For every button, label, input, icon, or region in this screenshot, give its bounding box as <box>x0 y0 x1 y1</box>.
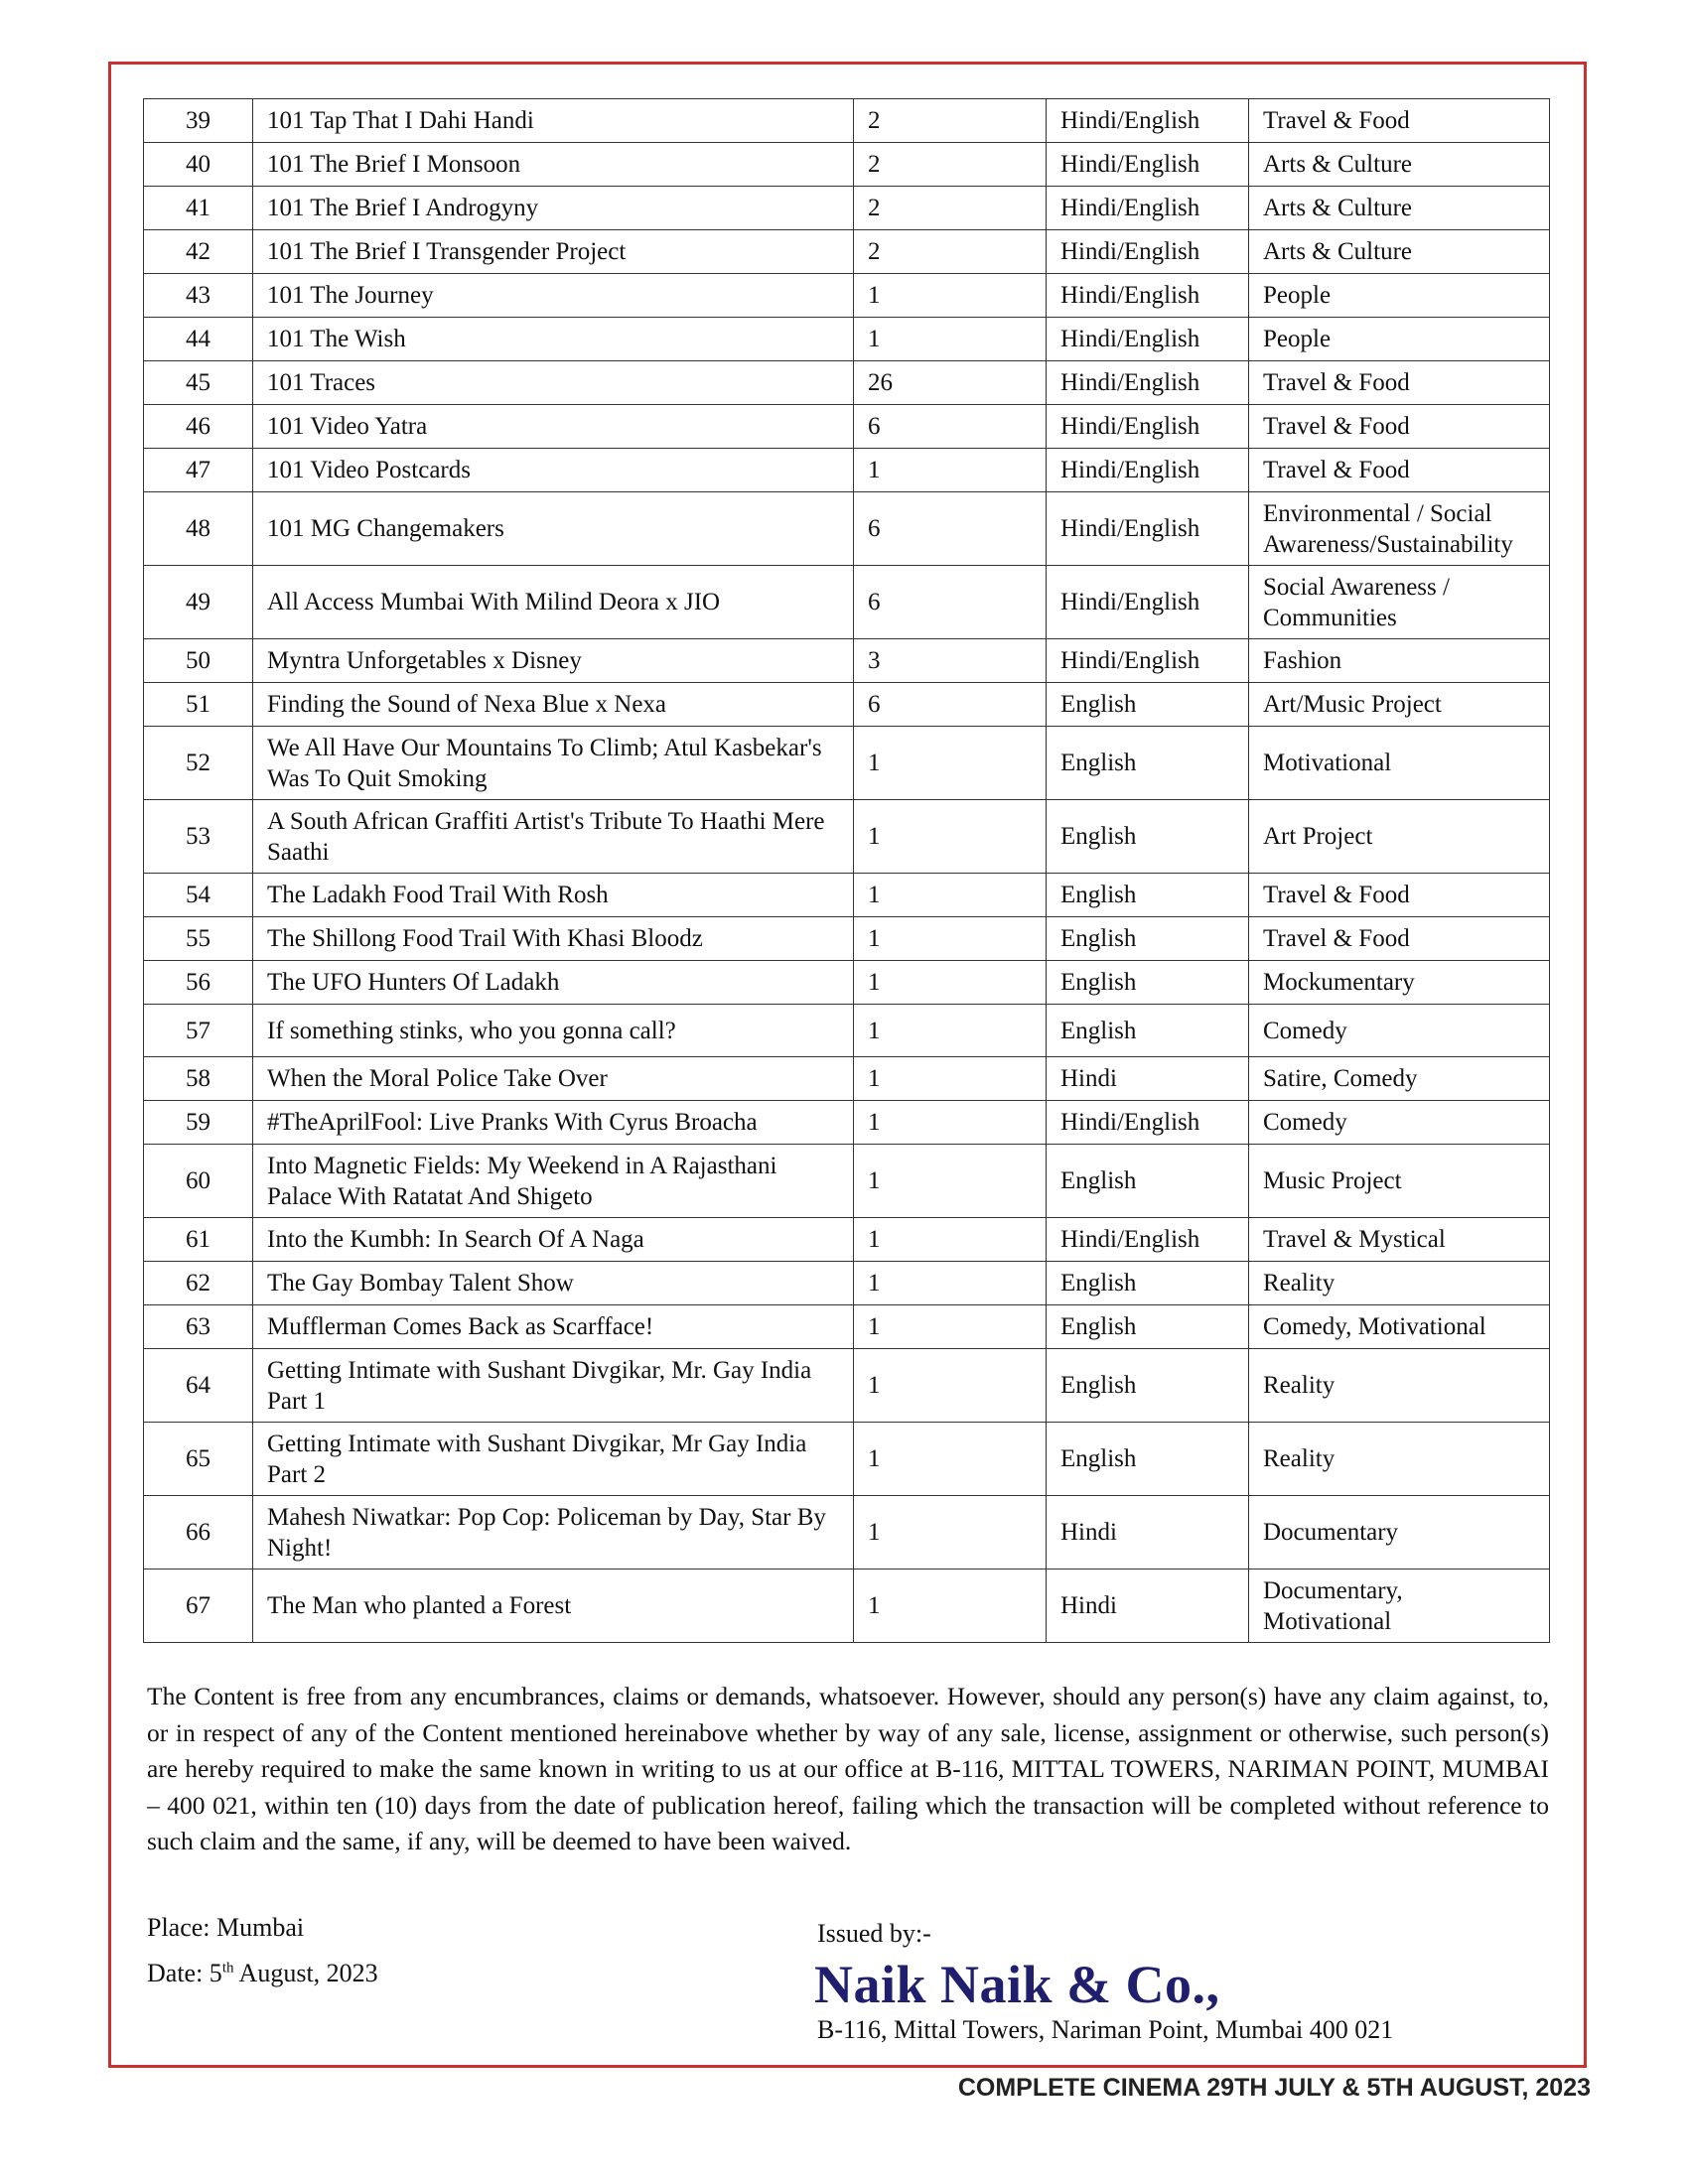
language-cell: English <box>1047 727 1249 800</box>
episodes-cell: 1 <box>854 727 1047 800</box>
language-cell: English <box>1047 874 1249 917</box>
table-row <box>144 639 1550 683</box>
serial-number-cell: 40 <box>144 143 253 187</box>
language-cell: Hindi <box>1047 1570 1249 1643</box>
issued-by-label: Issued by:- <box>817 1919 931 1948</box>
episodes-cell: 1 <box>854 961 1047 1005</box>
episodes-cell: 1 <box>854 1057 1047 1101</box>
table-row <box>144 1305 1550 1349</box>
language-cell: English <box>1047 1005 1249 1057</box>
title-cell: Myntra Unforgetables x Disney <box>253 639 854 683</box>
table-row <box>144 1145 1550 1218</box>
title-cell: The Man who planted a Forest <box>253 1570 854 1643</box>
language-cell: Hindi/English <box>1047 361 1249 405</box>
title-cell: 101 The Wish <box>253 318 854 361</box>
serial-number-cell: 53 <box>144 800 253 874</box>
serial-number-cell: 55 <box>144 917 253 961</box>
language-cell: English <box>1047 800 1249 874</box>
serial-number-cell: 65 <box>144 1423 253 1496</box>
table-row <box>144 274 1550 318</box>
serial-number-cell: 50 <box>144 639 253 683</box>
genre-cell: Arts & Culture <box>1249 187 1550 230</box>
genre-cell: Comedy <box>1249 1101 1550 1145</box>
serial-number-cell: 52 <box>144 727 253 800</box>
firm-address: B-116, Mittal Towers, Nariman Point, Mumbai 400 021 <box>817 2015 1394 2044</box>
title-cell: 101 The Journey <box>253 274 854 318</box>
table-row <box>144 1349 1550 1423</box>
table-row <box>144 361 1550 405</box>
language-cell: Hindi <box>1047 1496 1249 1570</box>
episodes-cell: 1 <box>854 1145 1047 1218</box>
table-row <box>144 727 1550 800</box>
genre-cell: Arts & Culture <box>1249 230 1550 274</box>
language-cell: Hindi/English <box>1047 566 1249 639</box>
table-row <box>144 405 1550 449</box>
date-prefix: Date: 5 <box>147 1959 222 1987</box>
language-cell: Hindi/English <box>1047 639 1249 683</box>
title-cell: The UFO Hunters Of Ladakh <box>253 961 854 1005</box>
title-cell: 101 Video Yatra <box>253 405 854 449</box>
date-ordinal: th <box>221 1960 234 1977</box>
episodes-cell: 2 <box>854 99 1047 143</box>
serial-number-cell: 42 <box>144 230 253 274</box>
title-cell: The Ladakh Food Trail With Rosh <box>253 874 854 917</box>
title-cell: 101 The Brief I Monsoon <box>253 143 854 187</box>
episodes-cell: 1 <box>854 874 1047 917</box>
serial-number-cell: 59 <box>144 1101 253 1145</box>
title-cell: The Gay Bombay Talent Show <box>253 1262 854 1305</box>
title-cell: 101 Tap That I Dahi Handi <box>253 99 854 143</box>
genre-cell: Mockumentary <box>1249 961 1550 1005</box>
title-cell: A South African Graffiti Artist's Tribute To Haathi Mere Saathi <box>253 800 854 874</box>
language-cell: Hindi/English <box>1047 274 1249 318</box>
language-cell: Hindi <box>1047 1057 1249 1101</box>
episodes-cell: 1 <box>854 1218 1047 1262</box>
title-cell: The Shillong Food Trail With Khasi Bloodz <box>253 917 854 961</box>
episodes-cell: 1 <box>854 274 1047 318</box>
episodes-cell: 1 <box>854 1570 1047 1643</box>
genre-cell: Travel & Food <box>1249 874 1550 917</box>
genre-cell: Satire, Comedy <box>1249 1057 1550 1101</box>
episodes-cell: 1 <box>854 318 1047 361</box>
serial-number-cell: 44 <box>144 318 253 361</box>
table-row <box>144 800 1550 874</box>
episodes-cell: 1 <box>854 1305 1047 1349</box>
genre-cell: Comedy <box>1249 1005 1550 1057</box>
language-cell: English <box>1047 961 1249 1005</box>
table-row <box>144 1496 1550 1570</box>
title-cell: 101 The Brief I Transgender Project <box>253 230 854 274</box>
title-cell: Into the Kumbh: In Search Of A Naga <box>253 1218 854 1262</box>
table-row <box>144 492 1550 566</box>
serial-number-cell: 51 <box>144 683 253 727</box>
genre-cell: Travel & Food <box>1249 405 1550 449</box>
publication-footer: COMPLETE CINEMA 29TH JULY & 5TH AUGUST, 2023 <box>957 2074 1591 2102</box>
title-cell: Into Magnetic Fields: My Weekend in A Rajasthani Palace With Ratatat And Shigeto <box>253 1145 854 1218</box>
genre-cell: Documentary, Motivational <box>1249 1570 1550 1643</box>
episodes-cell: 1 <box>854 1496 1047 1570</box>
serial-number-cell: 61 <box>144 1218 253 1262</box>
table-row <box>144 99 1550 143</box>
episodes-cell: 26 <box>854 361 1047 405</box>
table-row <box>144 917 1550 961</box>
serial-number-cell: 39 <box>144 99 253 143</box>
title-cell: Mufflerman Comes Back as Scarfface! <box>253 1305 854 1349</box>
serial-number-cell: 60 <box>144 1145 253 1218</box>
table-row <box>144 1423 1550 1496</box>
serial-number-cell: 41 <box>144 187 253 230</box>
language-cell: Hindi/English <box>1047 1101 1249 1145</box>
place-line: Place: Mumbai <box>147 1913 305 1942</box>
serial-number-cell: 64 <box>144 1349 253 1423</box>
genre-cell: Travel & Food <box>1249 449 1550 492</box>
table-row <box>144 1057 1550 1101</box>
firm-name: Naik Naik & Co., <box>814 1955 1220 2014</box>
table-row <box>144 961 1550 1005</box>
language-cell: Hindi/English <box>1047 405 1249 449</box>
title-cell: Getting Intimate with Sushant Divgikar, Mr. Gay India Part 1 <box>253 1349 854 1423</box>
title-cell: 101 Traces <box>253 361 854 405</box>
episodes-cell: 3 <box>854 639 1047 683</box>
episodes-cell: 6 <box>854 492 1047 566</box>
episodes-cell: 1 <box>854 1005 1047 1057</box>
genre-cell: People <box>1249 318 1550 361</box>
serial-number-cell: 56 <box>144 961 253 1005</box>
serial-number-cell: 62 <box>144 1262 253 1305</box>
table-row <box>144 683 1550 727</box>
title-cell: #TheAprilFool: Live Pranks With Cyrus Broacha <box>253 1101 854 1145</box>
genre-cell: People <box>1249 274 1550 318</box>
table-row <box>144 230 1550 274</box>
title-cell: 101 The Brief I Androgyny <box>253 187 854 230</box>
serial-number-cell: 46 <box>144 405 253 449</box>
genre-cell: Documentary <box>1249 1496 1550 1570</box>
title-cell: 101 MG Changemakers <box>253 492 854 566</box>
title-cell: When the Moral Police Take Over <box>253 1057 854 1101</box>
table-row <box>144 1570 1550 1643</box>
episodes-cell: 2 <box>854 230 1047 274</box>
serial-number-cell: 45 <box>144 361 253 405</box>
genre-cell: Comedy, Motivational <box>1249 1305 1550 1349</box>
genre-cell: Travel & Food <box>1249 917 1550 961</box>
content-table <box>143 98 1550 1643</box>
language-cell: Hindi/English <box>1047 230 1249 274</box>
genre-cell: Social Awareness / Communities <box>1249 566 1550 639</box>
genre-cell: Environmental / Social Awareness/Sustainability <box>1249 492 1550 566</box>
genre-cell: Art/Music Project <box>1249 683 1550 727</box>
episodes-cell: 6 <box>854 405 1047 449</box>
genre-cell: Reality <box>1249 1349 1550 1423</box>
episodes-cell: 1 <box>854 1349 1047 1423</box>
title-cell: Getting Intimate with Sushant Divgikar, Mr Gay India Part 2 <box>253 1423 854 1496</box>
title-cell: If something stinks, who you gonna call? <box>253 1005 854 1057</box>
genre-cell: Reality <box>1249 1262 1550 1305</box>
language-cell: Hindi/English <box>1047 187 1249 230</box>
genre-cell: Travel & Food <box>1249 99 1550 143</box>
title-cell: All Access Mumbai With Milind Deora x JIO <box>253 566 854 639</box>
table-row <box>144 1101 1550 1145</box>
language-cell: Hindi/English <box>1047 492 1249 566</box>
language-cell: Hindi/English <box>1047 99 1249 143</box>
episodes-cell: 1 <box>854 449 1047 492</box>
episodes-cell: 1 <box>854 800 1047 874</box>
episodes-cell: 1 <box>854 1423 1047 1496</box>
table-row <box>144 143 1550 187</box>
language-cell: Hindi/English <box>1047 1218 1249 1262</box>
serial-number-cell: 48 <box>144 492 253 566</box>
episodes-cell: 2 <box>854 143 1047 187</box>
genre-cell: Travel & Food <box>1249 361 1550 405</box>
episodes-cell: 6 <box>854 566 1047 639</box>
episodes-cell: 1 <box>854 1262 1047 1305</box>
language-cell: English <box>1047 1145 1249 1218</box>
date-line <box>147 1959 378 1988</box>
genre-cell: Travel & Mystical <box>1249 1218 1550 1262</box>
genre-cell: Fashion <box>1249 639 1550 683</box>
notice-paragraph: The Content is free from any encumbrances, claims or demands, whatsoever. However, should any person(s) have any claim against, to, or in respect of any of the Content mentioned hereinabove whether by way of any sale, license, assignment or otherwise, such person(s) are hereby required to make the same known in writing to us at our office at B-116, MITTAL TOWERS, NARIMAN POINT, MUMBAI – 400 021, within ten (10) days from the date of publication hereof, failing which the transaction will be completed without reference to such claim and the same, if any, will be deemed to have been waived. <box>147 1682 1549 1855</box>
genre-cell: Motivational <box>1249 727 1550 800</box>
genre-cell: Art Project <box>1249 800 1550 874</box>
genre-cell: Arts & Culture <box>1249 143 1550 187</box>
genre-cell: Reality <box>1249 1423 1550 1496</box>
serial-number-cell: 66 <box>144 1496 253 1570</box>
language-cell: Hindi/English <box>1047 143 1249 187</box>
language-cell: English <box>1047 683 1249 727</box>
table-row <box>144 187 1550 230</box>
title-cell: Finding the Sound of Nexa Blue x Nexa <box>253 683 854 727</box>
language-cell: Hindi/English <box>1047 449 1249 492</box>
language-cell: English <box>1047 1423 1249 1496</box>
table-row <box>144 1262 1550 1305</box>
table-row <box>144 566 1550 639</box>
title-cell: We All Have Our Mountains To Climb; Atul Kasbekar's Was To Quit Smoking <box>253 727 854 800</box>
serial-number-cell: 43 <box>144 274 253 318</box>
episodes-cell: 1 <box>854 917 1047 961</box>
table-row <box>144 874 1550 917</box>
serial-number-cell: 57 <box>144 1005 253 1057</box>
language-cell: English <box>1047 1305 1249 1349</box>
genre-cell: Music Project <box>1249 1145 1550 1218</box>
date-suffix: August, 2023 <box>233 1959 378 1987</box>
serial-number-cell: 67 <box>144 1570 253 1643</box>
table-row <box>144 1218 1550 1262</box>
title-cell: Mahesh Niwatkar: Pop Cop: Policeman by Day, Star By Night! <box>253 1496 854 1570</box>
language-cell: English <box>1047 1349 1249 1423</box>
table-row <box>144 318 1550 361</box>
language-cell: English <box>1047 917 1249 961</box>
episodes-cell: 2 <box>854 187 1047 230</box>
episodes-cell: 1 <box>854 1101 1047 1145</box>
serial-number-cell: 49 <box>144 566 253 639</box>
language-cell: Hindi/English <box>1047 318 1249 361</box>
title-cell: 101 Video Postcards <box>253 449 854 492</box>
serial-number-cell: 63 <box>144 1305 253 1349</box>
table-row <box>144 449 1550 492</box>
serial-number-cell: 47 <box>144 449 253 492</box>
language-cell: English <box>1047 1262 1249 1305</box>
serial-number-cell: 54 <box>144 874 253 917</box>
episodes-cell: 6 <box>854 683 1047 727</box>
serial-number-cell: 58 <box>144 1057 253 1101</box>
table-row <box>144 1005 1550 1057</box>
